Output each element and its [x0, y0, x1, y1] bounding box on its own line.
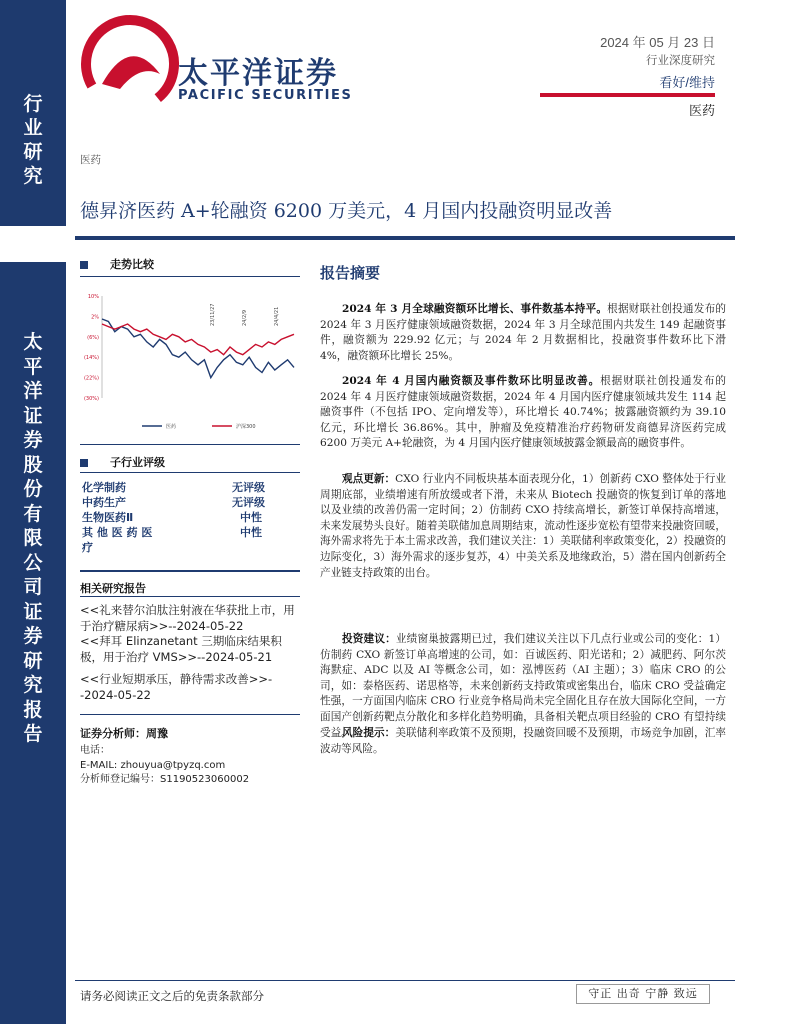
sector-tag: 医药 — [80, 154, 101, 166]
trend-heading-label: 走势比较 — [110, 258, 154, 271]
related-report-link[interactable]: <<行业短期承压，静待需求改善>>--2024-05-22 — [80, 672, 273, 702]
series-line — [102, 319, 294, 378]
paragraph-body: CXO 行业内不同板块基本面表现分化，1）创新药 CXO 整体处于行业周期底部，业绩增速有所放缓或者下滑，未来从 Biotech 投融资的恢复到订单的落地以及业绩的改善仍需一定时间；2）仿制药 CXO 持续高增长，新签订单保持高增速，未来发展势头良好。随着美联储加息周期结束，流动性逐步宽松有望带来投融资回暖，海外需求将先于本土需求改善，我们建议关注：1）美联储利率政策变化，2）投融资的边际变化，3）海外需求的逐步复苏，4）中美关系及地缘政治，5）潜在国内创新药全产业链支持政策的出台。 — [320, 473, 727, 579]
report-title: 德昇济医药 A+轮融资 6200 万美元，4 月国内投融资明显改善 — [80, 200, 613, 222]
section-square-icon — [80, 261, 88, 269]
paragraph-body: 根据财联社创投通发布的 2024 年 3 月医疗健康领域融资数据，2024 年 3 月全球范围内共发生 149 起融资事件，融资额为 229.92 亿元；与 2024 年 2 月数据相比，投融资事件数环比下滑 4%，融资额环比增长 25%。 — [320, 303, 726, 362]
y-tick-label: 10% — [87, 294, 99, 300]
footer-motto: 守正 出奇 宁静 致远 — [576, 984, 710, 1004]
y-tick-label: (14%) — [83, 355, 99, 362]
section-square-icon — [80, 459, 88, 467]
chart-divider — [80, 444, 300, 445]
summary-paragraph-5 — [320, 726, 726, 757]
related-heading: 相关研究报告 — [80, 582, 146, 595]
summary-paragraph-3 — [320, 472, 726, 581]
sub-industry-heading — [80, 454, 165, 470]
report-type: 行业深度研究 — [646, 55, 715, 67]
paragraph-lead: 投资建议： — [342, 633, 396, 645]
sub-industry-rating: 无评级 — [232, 496, 265, 509]
sidebar-label-company-report: 太平洋证券股份有限公司证券研究报告 — [23, 331, 43, 745]
related-report-link[interactable]: <<拜耳 Elinzanetant 三期临床结果积极，用于治疗 VMS>>--2024-05-21 — [80, 634, 282, 664]
brand-name-cn: 太平洋证券 — [178, 56, 338, 91]
title-underline — [75, 236, 735, 240]
footer-disclaimer: 请务必阅读正文之后的免责条款部分 — [80, 989, 264, 1003]
related-report-link[interactable]: <<礼来替尔泊肽注射液在华获批上市，用于治疗糖尿病>>--2024-05-22 — [80, 603, 295, 633]
sub-industry-name-tail: 疗 — [82, 541, 93, 554]
table-row — [82, 510, 292, 525]
summary-paragraph-4 — [320, 632, 726, 741]
sub-industry-rating-table — [82, 480, 292, 555]
sidebar-label-industry-research: 行业研究 — [23, 93, 43, 187]
analyst-divider — [80, 714, 300, 715]
table-row — [82, 480, 292, 495]
summary-heading: 报告摘要 — [320, 264, 381, 282]
legend-label: 医药 — [166, 424, 177, 430]
paragraph-body: 根据财联社创投通发布的 2024 年 4 月医疗健康领域融资数据，2024 年 4 月国内医疗健康领域共发生 114 起融资事件（不包括 IPO、定向增发等），环比增长 40.74%；披露融资额约为 39.10 亿元，环比增长 36.86%。其中，肿瘤及免疫精准治疗药物研发商德昇济医药完成 6200 万美元 A+轮融资，为 4 月国内医疗健康领域披露金额最高的融资事件。 — [320, 375, 726, 450]
legend-label: 沪深300 — [236, 424, 256, 430]
paragraph-lead: 观点更新： — [342, 473, 396, 485]
brand-name-en: PACIFIC SECURITIES — [178, 88, 353, 103]
related-divider — [80, 596, 300, 597]
related-divider-top — [80, 570, 300, 572]
report-date: 2024 年 05 月 23 日 — [600, 35, 715, 50]
analyst-email[interactable]: E-MAIL: zhouyua@tpyzq.com — [80, 759, 226, 771]
table-row — [82, 525, 292, 540]
sub-industry-divider — [80, 472, 300, 473]
summary-paragraph-2 — [320, 374, 726, 452]
y-tick-label: (30%) — [83, 396, 99, 402]
x-tick-label: 24/2/9 — [242, 309, 248, 326]
analyst-heading: 证券分析师：周豫 — [80, 727, 168, 740]
paragraph-lead: 2024 年 4 月国内融资额及事件数环比明显改善。 — [342, 375, 601, 387]
paragraph-body: 业绩窗巢披露期已过，我们建议关注以下几点行业或公司的变化：1）仿制药 CXO 新签订单高增速的公司，如：百诚医药、阳光诺和；2）减肥药、阿尔茨海默症、ADC 以及 AI 等概念公司，如：泓博医药（AI 主题）；3）临床 CRO 的公司，如：泰格医药、诺思格等，未来创新药支持政策或密集出台，临床 CRO 受益确定性强，一方面国内临床 CRO 行业竞争格局尚未完全固化且存在放大国际化空间，一方面国产创新药靶点分散化和多样化趋势明确，具备相关靶点项目经验的 CRO 有望持续受益。 — [320, 633, 727, 739]
industry-rating: 看好/维持 — [659, 75, 715, 90]
y-tick-label: (6%) — [87, 334, 99, 341]
paragraph-lead: 风险提示： — [342, 727, 396, 739]
y-tick-label: (22%) — [83, 375, 99, 382]
sub-industry-name: 其 他 医 药 医 — [82, 526, 153, 539]
trend-divider — [80, 276, 300, 277]
sub-industry-name: 化学制药 — [82, 481, 126, 494]
sub-industry-rating: 中性 — [240, 526, 262, 539]
x-tick-label: 23/11/27 — [210, 303, 216, 326]
series-line — [102, 324, 294, 355]
analyst-phone: 电话： — [80, 745, 110, 756]
y-tick-label: 2% — [91, 314, 99, 321]
sub-industry-rating: 无评级 — [232, 481, 265, 494]
footer-divider — [75, 980, 735, 981]
sub-industry-heading-label: 子行业评级 — [110, 456, 165, 469]
paragraph-lead: 2024 年 3 月全球融资额环比增长、事件数基本持平。 — [342, 303, 608, 315]
sub-industry-rating: 中性 — [240, 511, 262, 524]
summary-paragraph-1 — [320, 302, 726, 364]
sidebar-gap — [0, 226, 66, 262]
trend-heading — [80, 256, 154, 272]
analyst-cert: 分析师登记编号：S1190523060002 — [80, 774, 250, 785]
sub-industry-name: 生物医药Ⅱ — [82, 511, 134, 524]
report-sector: 医药 — [688, 103, 715, 118]
pacific-securities-logo — [80, 14, 180, 114]
x-tick-label: 24/4/21 — [274, 306, 280, 326]
header-accent-bar — [540, 93, 715, 97]
trend-comparison-chart — [82, 286, 304, 436]
sub-industry-name: 中药生产 — [82, 496, 126, 509]
table-row — [82, 495, 292, 510]
paragraph-body: 美联储利率政策不及预期，投融资回暖不及预期，市场竞争加剧，汇率波动等风险。 — [320, 727, 726, 755]
analyst-contact — [80, 744, 249, 788]
